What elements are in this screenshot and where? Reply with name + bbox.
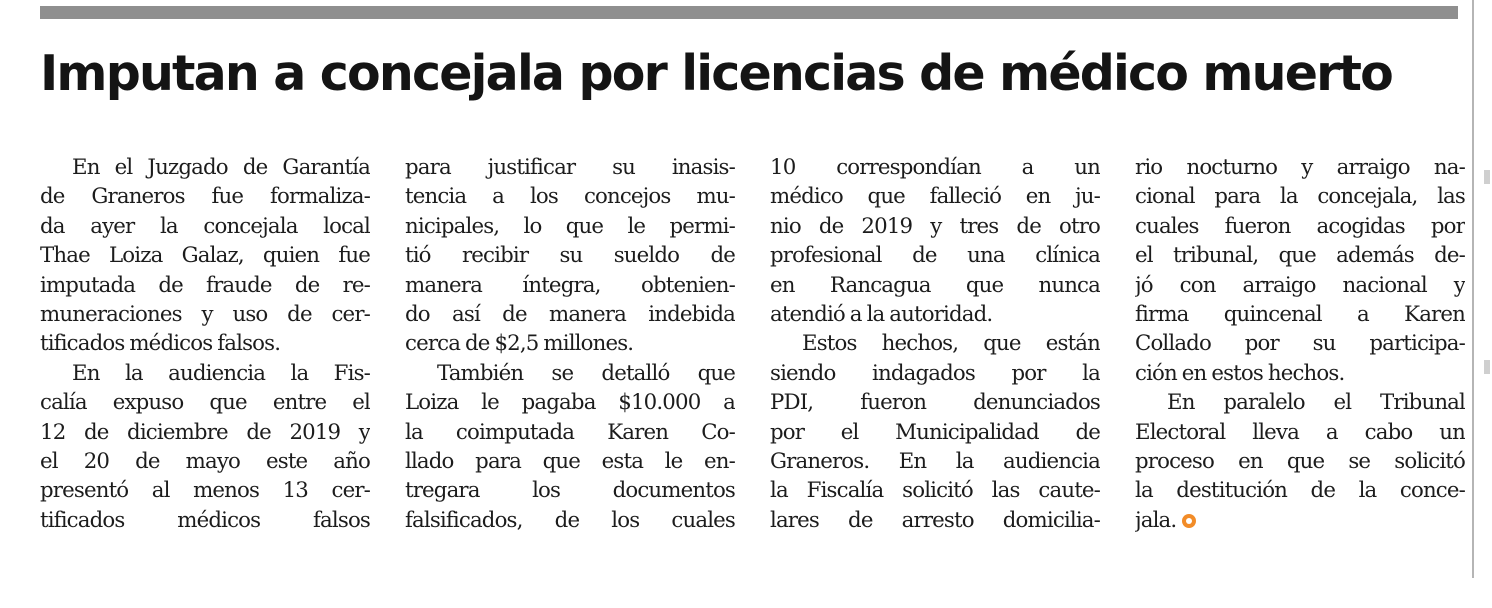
- text-line: ción en estos hechos.: [1135, 360, 1345, 386]
- text-line: firma quincenal a Karen: [1135, 302, 1465, 328]
- text-line: médico que falleció en ju-: [770, 184, 1100, 210]
- final-line: [1135, 506, 1465, 535]
- text-line: jó con arraigo nacional y: [1135, 272, 1465, 298]
- article-column-1: [40, 153, 370, 593]
- text-line: tencia a los concejos mu-: [405, 184, 735, 210]
- text-line: rio nocturno y arraigo na-: [1135, 155, 1465, 180]
- text-line: en Rancagua que nunca: [770, 272, 1100, 298]
- text-line: manera íntegra, obtenien-: [405, 272, 735, 298]
- text-line: falsificados, de los cuales: [405, 507, 735, 533]
- text-line: atendió a la autoridad.: [770, 302, 993, 328]
- text-line: 10 correspondían a un: [770, 155, 1100, 180]
- article-column-4: [1135, 153, 1465, 593]
- text-line: En el Juzgado de Garantía: [72, 155, 370, 180]
- text-line: llado para que esta le en-: [405, 449, 735, 475]
- headline: Imputan a concejala por licencias de médico muerto: [40, 45, 1393, 102]
- text-line: tió recibir su sueldo de: [405, 243, 735, 269]
- edge-mark: [1484, 360, 1490, 374]
- text-line: Thae Loiza Galaz, quien fue: [40, 243, 370, 269]
- edge-mark: [1484, 170, 1490, 184]
- text-line: nicipales, lo que le permi-: [405, 213, 735, 239]
- text-line: siendo indagados por la: [770, 360, 1100, 386]
- column-divider: [1472, 0, 1474, 578]
- text-line: Estos hechos, que están: [802, 331, 1100, 357]
- text-line: imputada de fraude de re-: [40, 272, 370, 298]
- article-column-3: [770, 153, 1100, 593]
- text-line: para justificar su inasis-: [405, 155, 735, 180]
- text-line: tificados médicos falsos.: [40, 331, 281, 357]
- text-line: cerca de $2,5 millones.: [405, 331, 634, 357]
- text-line: En la audiencia la Fis-: [72, 360, 370, 386]
- text-line: muneraciones y uso de cer-: [40, 302, 370, 328]
- text-line: lares de arresto domicilia-: [770, 507, 1100, 533]
- text-line: tregara los documentos: [405, 478, 735, 504]
- text-line: También se detalló que: [437, 360, 735, 386]
- text-line: por el Municipalidad de: [770, 419, 1100, 445]
- text-line: Collado por su participa-: [1135, 331, 1465, 357]
- text-line: proceso en que se solicitó: [1135, 449, 1465, 475]
- text-line: tificados médicos falsos: [40, 507, 370, 533]
- text-line: calía expuso que entre el: [40, 390, 370, 416]
- text-line: presentó al menos 13 cer-: [40, 478, 370, 504]
- text-line: la coimputada Karen Co-: [405, 419, 735, 445]
- text-line: Graneros. En la audiencia: [770, 449, 1100, 475]
- text-line: la destitución de la conce-: [1135, 478, 1465, 504]
- text-line: el tribunal, que además de-: [1135, 243, 1465, 269]
- text-line: el 20 de mayo este año: [40, 449, 370, 475]
- text-line: cuales fueron acogidas por: [1135, 213, 1465, 239]
- text-line: PDI, fueron denunciados: [770, 390, 1100, 416]
- text-line: la Fiscalía solicitó las caute-: [770, 478, 1100, 504]
- text-line: En paralelo el Tribunal: [1167, 390, 1465, 416]
- text-line: cional para la concejala, las: [1135, 184, 1465, 210]
- text-line: Electoral lleva a cabo un: [1135, 419, 1465, 445]
- text-line: do así de manera indebida: [405, 302, 735, 328]
- article-column-2: [405, 153, 735, 593]
- top-rule: [40, 6, 1458, 19]
- end-of-article-icon: [1182, 514, 1196, 528]
- text-line: profesional de una clínica: [770, 243, 1100, 269]
- text-line: jala.: [1135, 507, 1177, 533]
- text-line: Loiza le pagaba $10.000 a: [405, 390, 735, 416]
- text-line: de Graneros fue formaliza-: [40, 184, 370, 210]
- text-line: da ayer la concejala local: [40, 213, 370, 239]
- text-line: 12 de diciembre de 2019 y: [40, 419, 370, 445]
- text-line: nio de 2019 y tres de otro: [770, 213, 1100, 239]
